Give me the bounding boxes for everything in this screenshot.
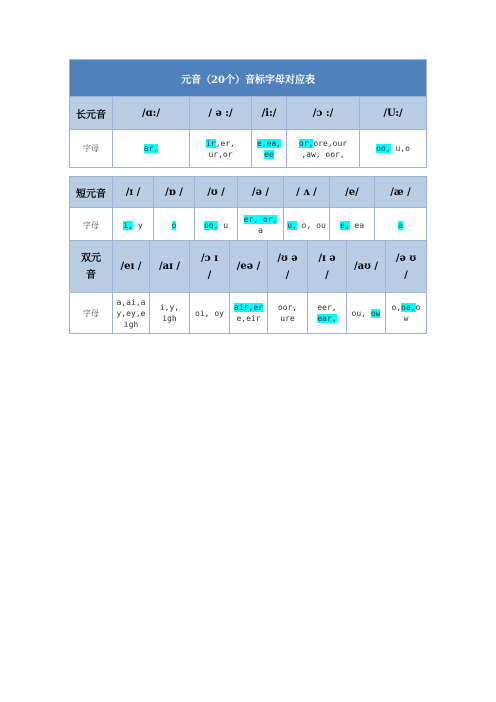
letters-text: u [218, 220, 229, 230]
symbol-cell: /eə / [230, 241, 268, 293]
letters-text: a [258, 226, 263, 235]
symbol-cell: /U:/ [360, 97, 427, 130]
letters-cell [195, 208, 238, 243]
letters-cell [238, 208, 284, 243]
symbol-cell: /aɪ / [150, 241, 190, 293]
highlighted-letters: oo, [203, 220, 219, 230]
letters-cell [284, 208, 330, 243]
letters-cell [190, 293, 230, 334]
symbol-cell: /aʊ / [347, 241, 386, 293]
highlighted-letters: ow [370, 308, 381, 318]
letters-text: a,ai,a y,ey,e igh [116, 297, 146, 329]
letters-text: u,o [390, 144, 410, 153]
symbol-cell: /ɑ:/ [113, 97, 190, 130]
symbol-cell: / ʌ / [284, 177, 330, 208]
long-vowel-header-row [70, 97, 427, 130]
letters-text: ,er, ur,or [208, 138, 235, 159]
letters-text: o, [391, 303, 402, 312]
letters-label: 字母 [70, 208, 113, 243]
letters-text: o w [403, 303, 421, 323]
letters-cell [308, 293, 347, 334]
highlighted-letters: a [398, 220, 403, 230]
diphthong-header-row [70, 241, 427, 293]
symbol-cell: /ɒ / [154, 177, 195, 208]
highlighted-letters: er, or, [243, 215, 278, 224]
symbol-cell: /ɪ / [113, 177, 154, 208]
letters-cell [347, 293, 386, 334]
letters-text: ou, [351, 308, 371, 318]
letters-cell [360, 130, 427, 168]
letters-text: e,eir [236, 314, 261, 323]
letters-cell [287, 130, 360, 168]
highlighted-letters: i, [123, 220, 133, 230]
letters-cell [330, 208, 375, 243]
symbol-cell: /ə ʊ / [386, 241, 427, 293]
letters-text: y [133, 220, 143, 230]
symbol-cell: / ə :/ [190, 97, 252, 130]
letters-text: ore,our ,aw, oor, [301, 138, 348, 159]
letters-text: ea [349, 220, 365, 230]
highlighted-letters: or, [298, 138, 314, 148]
diphthong-label: 双元 音 [70, 241, 113, 293]
highlighted-letters: ar, [143, 144, 159, 153]
long-vowel-letters-row [70, 130, 427, 168]
letters-text: eer, [317, 303, 337, 312]
short-vowel-table [69, 176, 427, 243]
long-vowel-label: 长元音 [70, 97, 113, 130]
table-title: 元音（20个）音标字母对应表 [70, 60, 427, 97]
letters-label: 字母 [70, 293, 113, 334]
symbol-cell: /ʊ / [195, 177, 238, 208]
highlighted-letters: oa, [401, 303, 416, 312]
letters-cell [154, 208, 195, 243]
short-vowel-label: 短元音 [70, 177, 113, 208]
symbol-cell: /eɪ / [113, 241, 150, 293]
highlighted-letters: o [171, 220, 177, 230]
diphthong-table [69, 240, 427, 334]
letters-cell [113, 293, 150, 334]
symbol-cell: /i:/ [252, 97, 287, 130]
letters-cell [230, 293, 268, 334]
letters-cell [268, 293, 308, 334]
letters-text: oi, oy [195, 308, 224, 318]
highlighted-letters: air,er [234, 303, 263, 312]
symbol-cell: /ɔ ɪ / [190, 241, 230, 293]
highlighted-letters: u, [287, 220, 297, 230]
letters-cell [386, 293, 427, 334]
short-vowel-header-row [70, 177, 427, 208]
vowel-table [69, 59, 427, 168]
symbol-cell: /ə / [238, 177, 284, 208]
highlighted-letters: e, [339, 220, 350, 230]
letters-label: 字母 [70, 130, 113, 168]
highlighted-letters: ear, [317, 314, 337, 323]
letters-cell [150, 293, 190, 334]
letters-text: oor, ure [277, 303, 298, 323]
symbol-cell: /ɔ :/ [287, 97, 360, 130]
symbol-cell: /æ / [375, 177, 427, 208]
symbol-cell: /e/ [330, 177, 375, 208]
letters-text: o, ou [296, 220, 326, 230]
symbol-cell: /ɪ ə / [308, 241, 347, 293]
letters-cell [252, 130, 287, 168]
letters-text: i,y, igh [159, 303, 180, 323]
letters-cell [375, 208, 427, 243]
highlighted-letters: ir [206, 138, 216, 148]
highlighted-letters: oo, [376, 144, 391, 153]
highlighted-letters: e,ea, ee [256, 138, 282, 159]
letters-cell [113, 130, 190, 168]
diphthong-letters-row [70, 293, 427, 334]
letters-cell [190, 130, 252, 168]
symbol-cell: /ʊ ə / [268, 241, 308, 293]
short-vowel-letters-row [70, 208, 427, 243]
letters-cell [113, 208, 154, 243]
